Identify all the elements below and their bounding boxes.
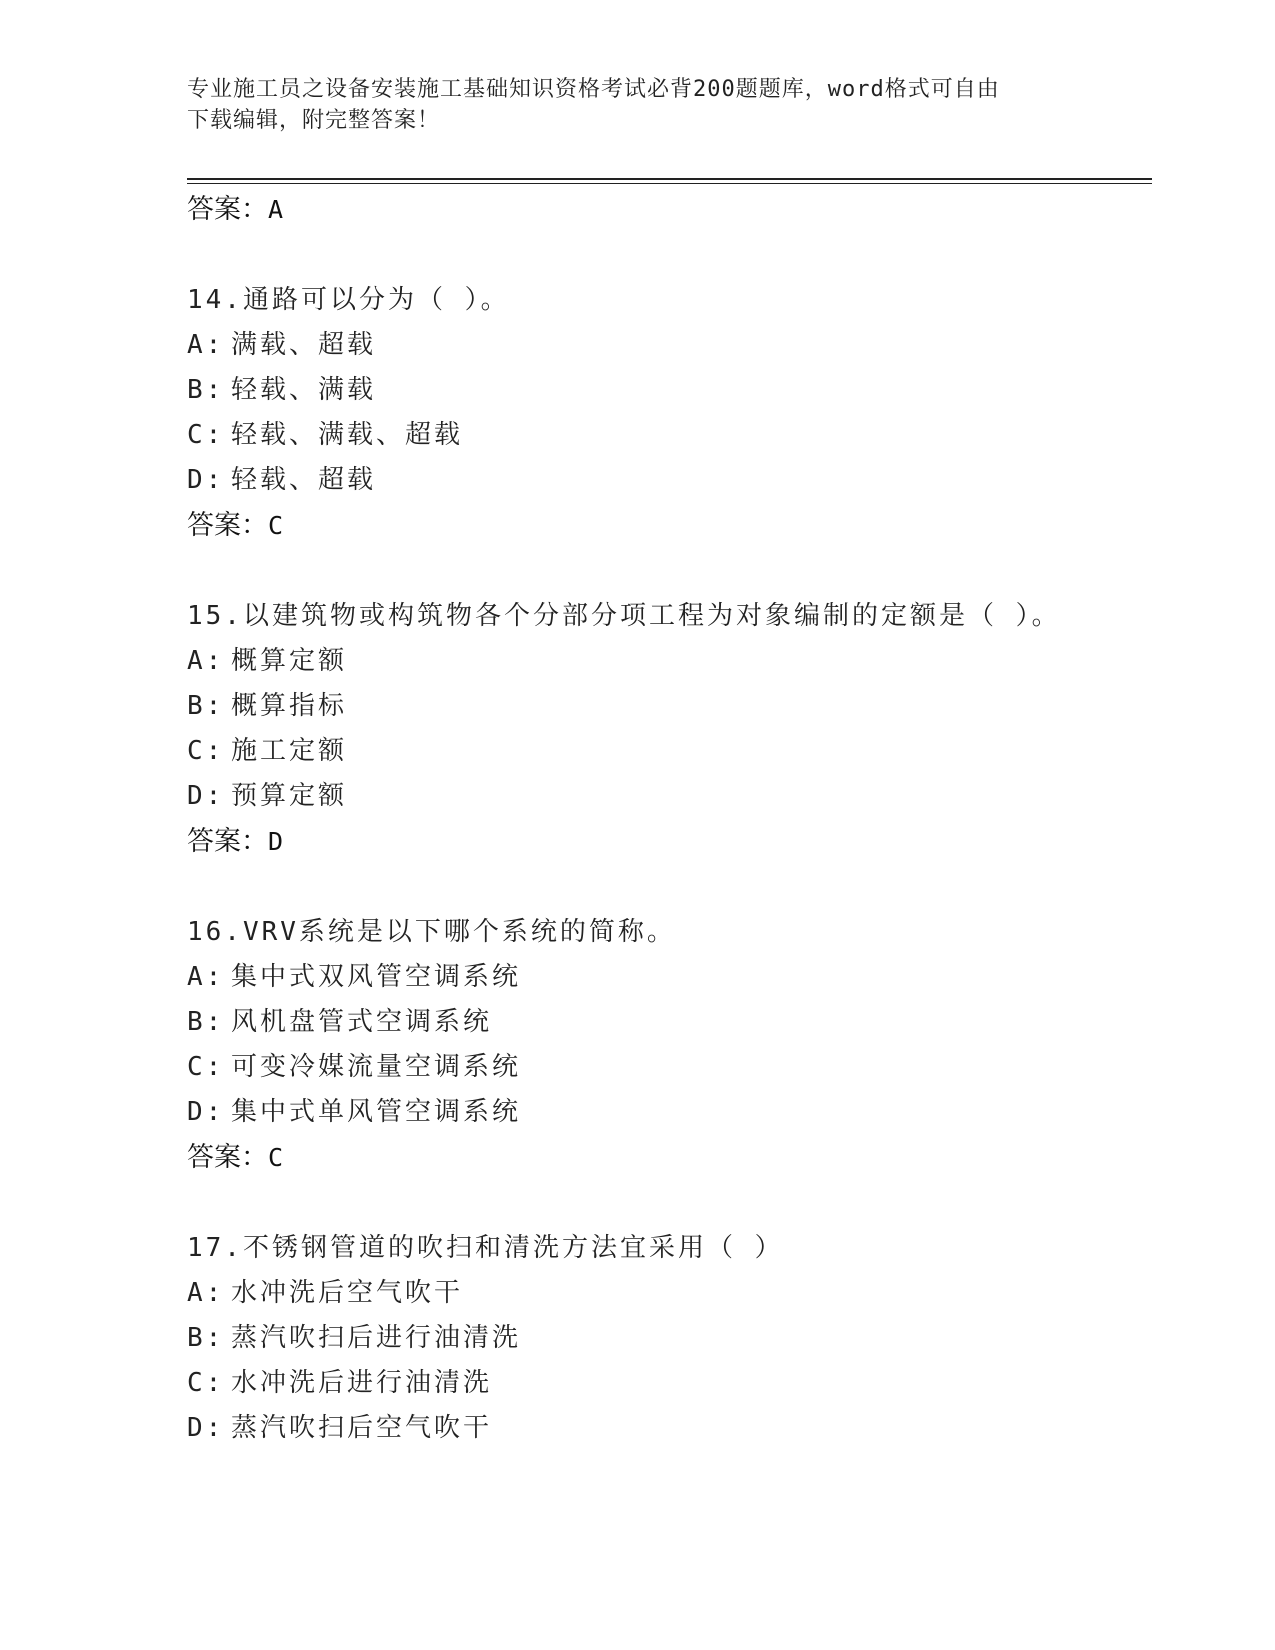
option-text: 集中式双风管空调系统 xyxy=(231,962,522,992)
option-key: D: xyxy=(187,465,225,495)
option-text: 蒸汽吹扫后进行油清洗 xyxy=(231,1323,522,1353)
option-key: A: xyxy=(187,962,225,992)
option-c xyxy=(187,1050,1147,1084)
answer-value: D xyxy=(268,827,284,856)
question-16 xyxy=(187,915,1147,1176)
option-key: A: xyxy=(187,646,225,676)
option-d xyxy=(187,463,1147,497)
option-b xyxy=(187,1321,1147,1355)
answer-line xyxy=(187,508,1147,544)
option-key: B: xyxy=(187,691,225,721)
question-title: 15.以建筑物或构筑物各个分部分项工程为对象编制的定额是（ ）。 xyxy=(187,601,1061,631)
answer-line xyxy=(187,192,1147,228)
answer-label: 答案： xyxy=(187,826,268,857)
option-text: 预算定额 xyxy=(231,781,348,811)
option-key: C: xyxy=(187,1052,225,1082)
spacer xyxy=(187,544,1147,599)
option-c xyxy=(187,734,1147,768)
option-d xyxy=(187,1095,1147,1129)
document-header xyxy=(187,74,1067,136)
option-b xyxy=(187,689,1147,723)
option-text: 水冲洗后空气吹干 xyxy=(231,1278,464,1308)
option-b xyxy=(187,373,1147,407)
option-key: A: xyxy=(187,330,225,360)
option-key: B: xyxy=(187,1323,225,1353)
answer-label: 答案： xyxy=(187,1142,268,1173)
option-key: D: xyxy=(187,781,225,811)
option-d xyxy=(187,779,1147,813)
answer-label: 答案： xyxy=(187,510,268,541)
option-text: 轻载、满载、超载 xyxy=(231,420,464,450)
option-key: D: xyxy=(187,1097,225,1127)
option-text: 风机盘管式空调系统 xyxy=(231,1007,493,1037)
spacer xyxy=(187,228,1147,283)
question-title: 16.VRV系统是以下哪个系统的简称。 xyxy=(187,917,676,947)
option-text: 蒸汽吹扫后空气吹干 xyxy=(231,1413,493,1443)
question-15 xyxy=(187,599,1147,860)
option-key: A: xyxy=(187,1278,225,1308)
option-text: 概算指标 xyxy=(231,691,348,721)
header-line-1: 专业施工员之设备安装施工基础知识资格考试必背200题题库，word格式可自由 xyxy=(187,77,1000,102)
option-key: B: xyxy=(187,1007,225,1037)
option-a xyxy=(187,644,1147,678)
option-b xyxy=(187,1005,1147,1039)
spacer xyxy=(187,1176,1147,1231)
option-key: C: xyxy=(187,1368,225,1398)
option-text: 水冲洗后进行油清洗 xyxy=(231,1368,493,1398)
option-key: C: xyxy=(187,420,225,450)
answer-value: C xyxy=(268,1143,284,1172)
option-text: 可变冷媒流量空调系统 xyxy=(231,1052,522,1082)
question-17 xyxy=(187,1231,1147,1445)
option-key: B: xyxy=(187,375,225,405)
option-text: 轻载、超载 xyxy=(231,465,377,495)
option-text: 满载、超载 xyxy=(231,330,377,360)
option-c xyxy=(187,418,1147,452)
option-key: C: xyxy=(187,736,225,766)
option-a xyxy=(187,960,1147,994)
question-title: 14.通路可以分为（ ）。 xyxy=(187,285,510,315)
option-key: D: xyxy=(187,1413,225,1443)
option-text: 施工定额 xyxy=(231,736,348,766)
answer-value: C xyxy=(268,511,284,540)
option-text: 轻载、满载 xyxy=(231,375,377,405)
question-title: 17.不锈钢管道的吹扫和清洗方法宜采用（ ） xyxy=(187,1233,784,1263)
answer-label: 答案： xyxy=(187,194,268,225)
option-text: 集中式单风管空调系统 xyxy=(231,1097,522,1127)
option-d xyxy=(187,1411,1147,1445)
answer-line xyxy=(187,824,1147,860)
question-14 xyxy=(187,283,1147,544)
header-rule-thin xyxy=(187,183,1152,184)
answer-line xyxy=(187,1140,1147,1176)
option-text: 概算定额 xyxy=(231,646,348,676)
option-a xyxy=(187,328,1147,362)
option-a xyxy=(187,1276,1147,1310)
answer-value: A xyxy=(268,195,284,224)
header-rule-thick xyxy=(187,178,1152,180)
header-line-2: 下载编辑，附完整答案！ xyxy=(187,108,441,133)
option-c xyxy=(187,1366,1147,1400)
spacer xyxy=(187,860,1147,915)
question-content xyxy=(187,192,1147,1456)
